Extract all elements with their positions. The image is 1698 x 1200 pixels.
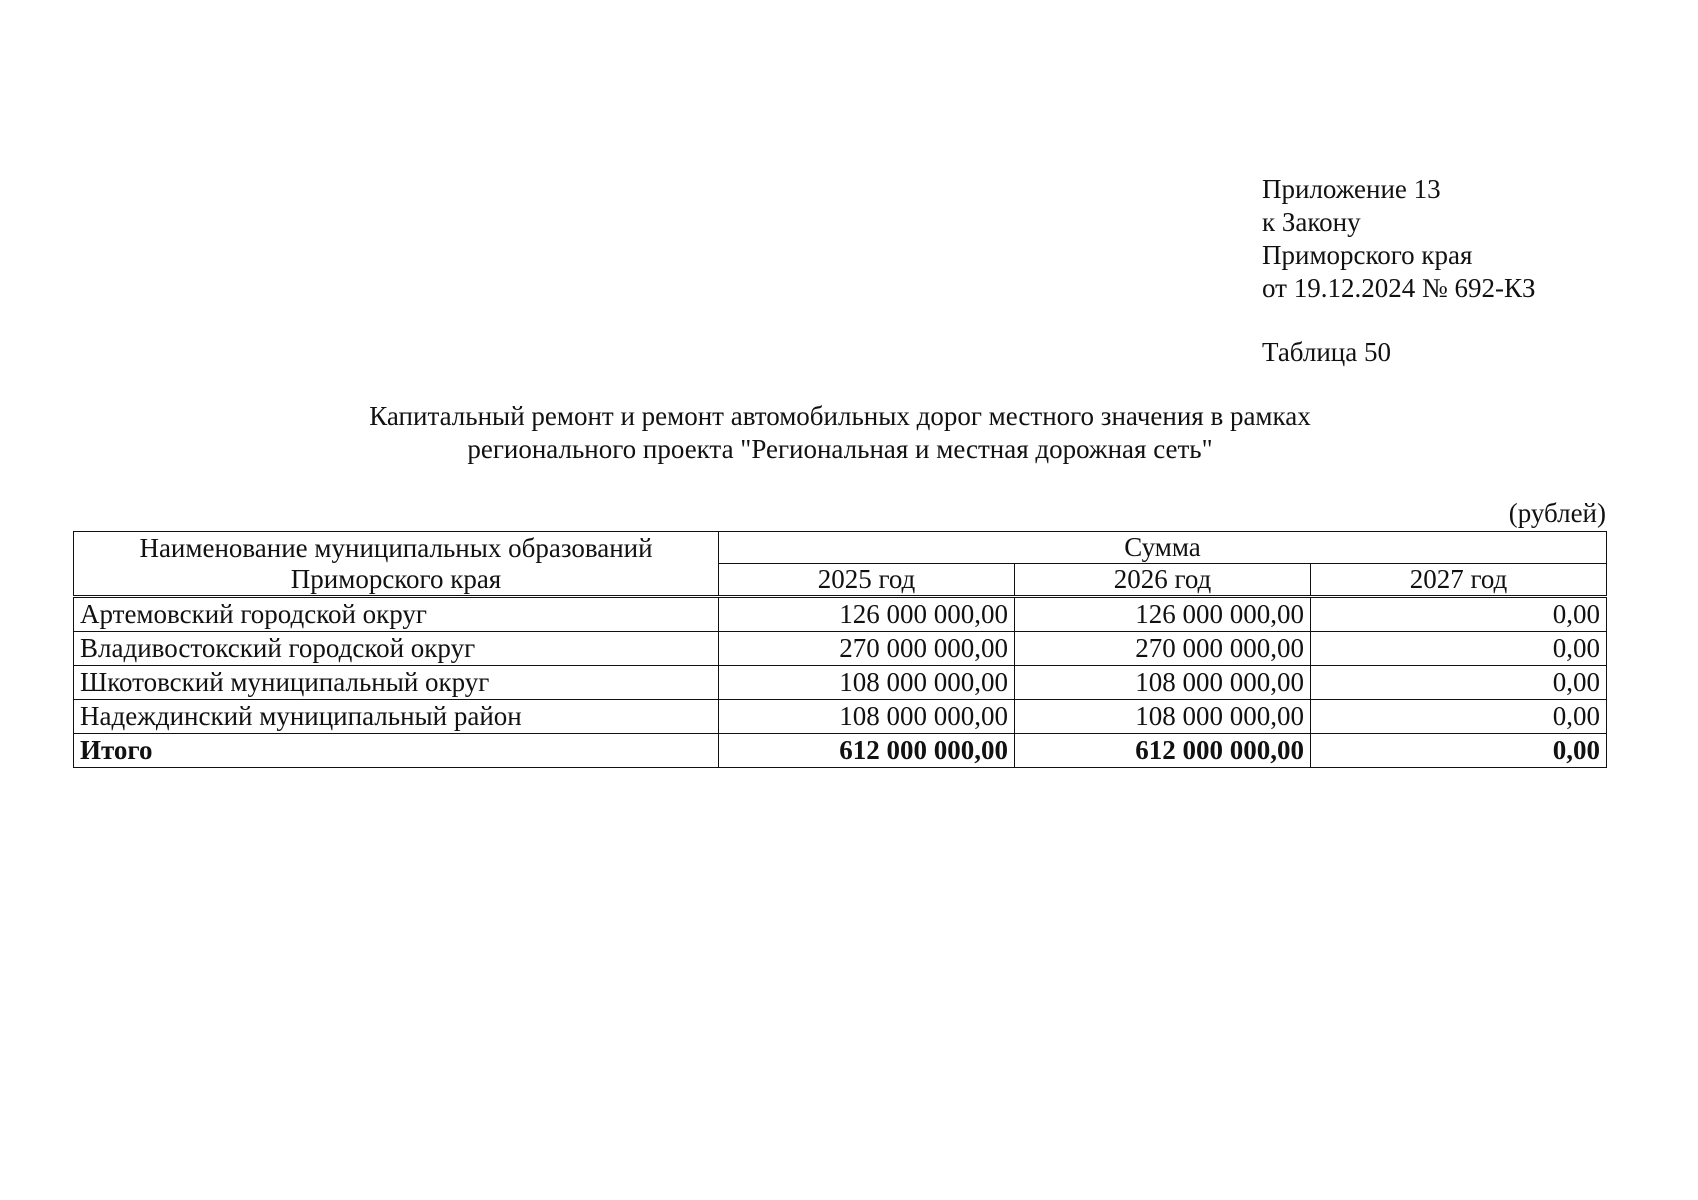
table-row (74, 700, 1607, 734)
amount-cell: 108 000 000,00 (719, 666, 1015, 700)
table-row (74, 666, 1607, 700)
amount-cell: 126 000 000,00 (1015, 597, 1311, 632)
total-amount-cell: 612 000 000,00 (719, 734, 1015, 768)
document-title (200, 400, 1480, 466)
table-row (74, 597, 1607, 632)
budget-table (73, 531, 1607, 768)
total-label: Итого (74, 734, 719, 768)
header-line: Наименование муниципальных образований (139, 532, 653, 563)
total-amount-cell: 0,00 (1311, 734, 1607, 768)
year-column-header: 2026 год (1015, 564, 1311, 597)
annex-line: Приморского края (1262, 240, 1473, 270)
amount-cell: 0,00 (1311, 632, 1607, 666)
municipality-name: Артемовский городской округ (74, 597, 719, 632)
total-row (74, 734, 1607, 768)
title-line: Капитальный ремонт и ремонт автомобильных дорог местного значения в рамках (369, 401, 1311, 431)
municipality-name: Надеждинский муниципальный район (74, 700, 719, 734)
amount-cell: 0,00 (1311, 597, 1607, 632)
year-column-header: 2027 год (1311, 564, 1607, 597)
amount-cell: 0,00 (1311, 666, 1607, 700)
amount-cell: 270 000 000,00 (719, 632, 1015, 666)
amount-cell: 270 000 000,00 (1015, 632, 1311, 666)
title-line: регионального проекта "Региональная и местная дорожная сеть" (467, 434, 1213, 464)
amount-cell: 108 000 000,00 (1015, 700, 1311, 734)
header-line: Приморского края (290, 563, 502, 594)
amount-cell: 0,00 (1311, 700, 1607, 734)
sum-column-header: Сумма (719, 532, 1607, 564)
amount-cell: 126 000 000,00 (719, 597, 1015, 632)
total-amount-cell: 612 000 000,00 (1015, 734, 1311, 768)
table-number: Таблица 50 (1262, 337, 1391, 367)
annex-line: Приложение 13 (1262, 174, 1441, 204)
units-label: (рублей) (1508, 498, 1606, 528)
annex-line: от 19.12.2024 № 692-КЗ (1262, 273, 1536, 303)
municipality-name: Владивостокский городской округ (74, 632, 719, 666)
amount-cell: 108 000 000,00 (1015, 666, 1311, 700)
municipality-name: Шкотовский муниципальный округ (74, 666, 719, 700)
amount-cell: 108 000 000,00 (719, 700, 1015, 734)
year-column-header: 2025 год (719, 564, 1015, 597)
annex-line: к Закону (1262, 207, 1361, 237)
annex-block (1262, 173, 1535, 305)
municipality-column-header (74, 532, 719, 597)
table-row (74, 632, 1607, 666)
